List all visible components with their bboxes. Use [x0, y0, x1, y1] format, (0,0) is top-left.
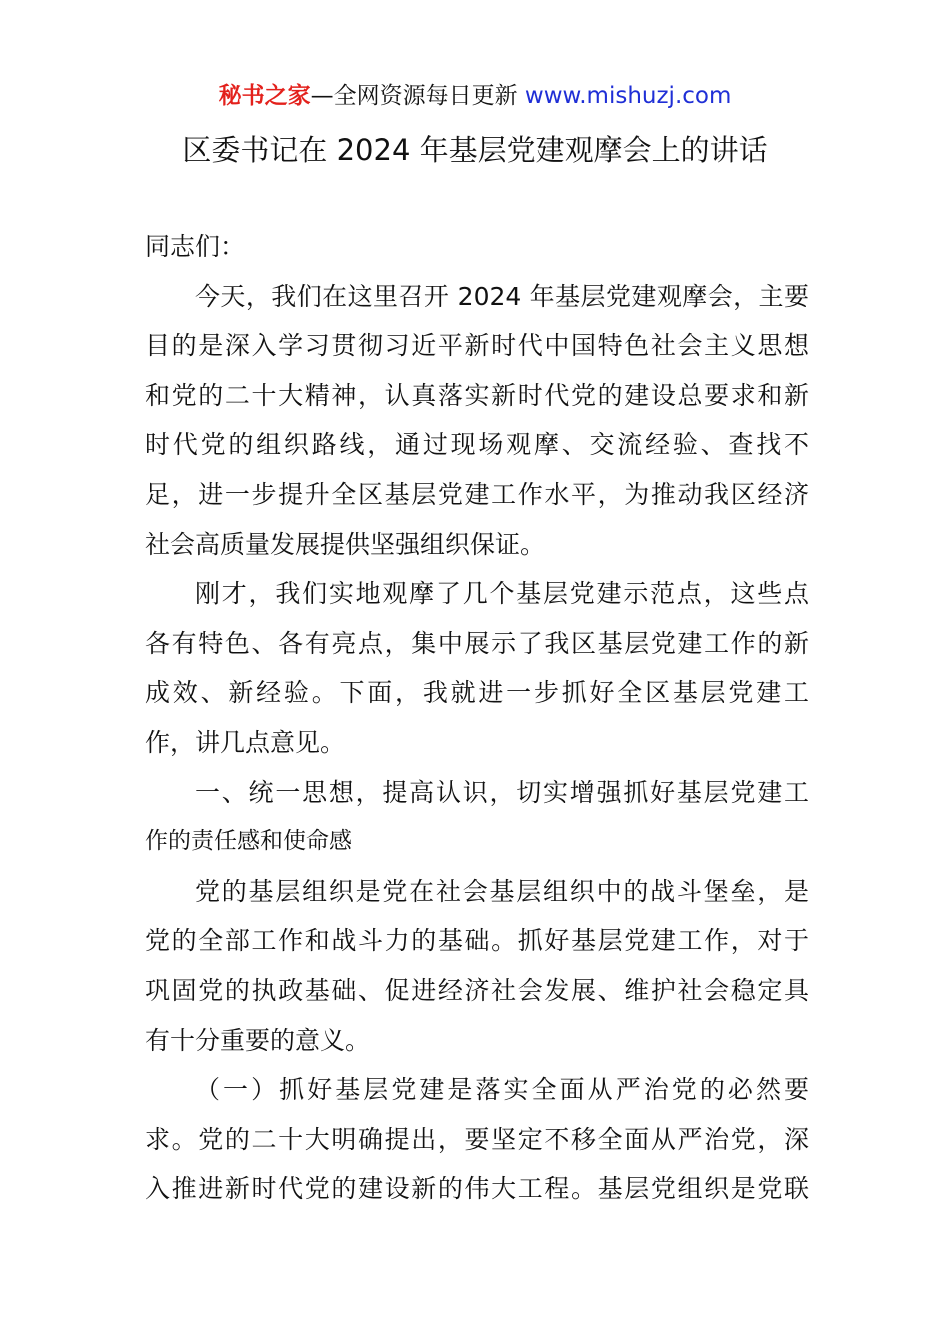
paragraph-line: 党的基层组织是党在社会基层组织中的战斗堡垒，是	[195, 876, 809, 906]
brand-name: 秘书之家	[218, 83, 311, 109]
paragraph-line: 有十分重要的意义。	[145, 1025, 371, 1055]
header-tagline: —全网资源每日更新	[310, 83, 518, 109]
paragraph-line: 作，讲几点意见。	[145, 727, 346, 757]
paragraph-line: （一）抓好基层党建是落实全面从严治党的必然要	[195, 1075, 809, 1105]
paragraph-line: 入推进新时代党的建设新的伟大工程。基层党组织是党联	[145, 1174, 809, 1204]
paragraph-line: 目的是深入学习贯彻习近平新时代中国特色社会主义思想	[145, 331, 809, 361]
document-body	[145, 222, 809, 1214]
paragraph-line: 各有特色、各有亮点，集中展示了我区基层党建工作的新	[145, 628, 809, 658]
paragraph-line: 和党的二十大精神，认真落实新时代党的建设总要求和新	[145, 380, 809, 410]
salutation: 同志们：	[145, 232, 246, 261]
paragraph-line: 党的全部工作和战斗力的基础。抓好基层党建工作，对于	[145, 926, 809, 956]
paragraph-line: 成效、新经验。下面，我就进一步抓好全区基层党建工	[145, 678, 809, 708]
paragraph-line: 足，进一步提升全区基层党建工作水平，为推动我区经济	[145, 479, 809, 509]
section-heading-line: 一、统一思想，提高认识，切实增强抓好基层党建工	[195, 777, 809, 807]
paragraph-line: 刚才，我们实地观摩了几个基层党建示范点，这些点	[195, 579, 809, 609]
section-heading-line: 作的责任感和使命感	[145, 828, 352, 855]
document-title: 区委书记在 2024 年基层党建观摩会上的讲话	[182, 133, 768, 167]
paragraph-line: 求。党的二十大明确提出，要坚定不移全面从严治党，深	[145, 1124, 809, 1154]
paragraph-line: 时代党的组织路线，通过现场观摩、交流经验、查找不	[145, 430, 809, 460]
paragraph-line: 巩固党的执政基础、促进经济社会发展、维护社会稳定具	[145, 975, 809, 1005]
site-url-link[interactable]: www.mishuzj.com	[524, 83, 732, 109]
site-header	[0, 78, 950, 114]
paragraph-line: 今天，我们在这里召开 2024 年基层党建观摩会，主要	[195, 281, 809, 311]
paragraph-line: 社会高质量发展提供坚强组织保证。	[145, 529, 546, 559]
